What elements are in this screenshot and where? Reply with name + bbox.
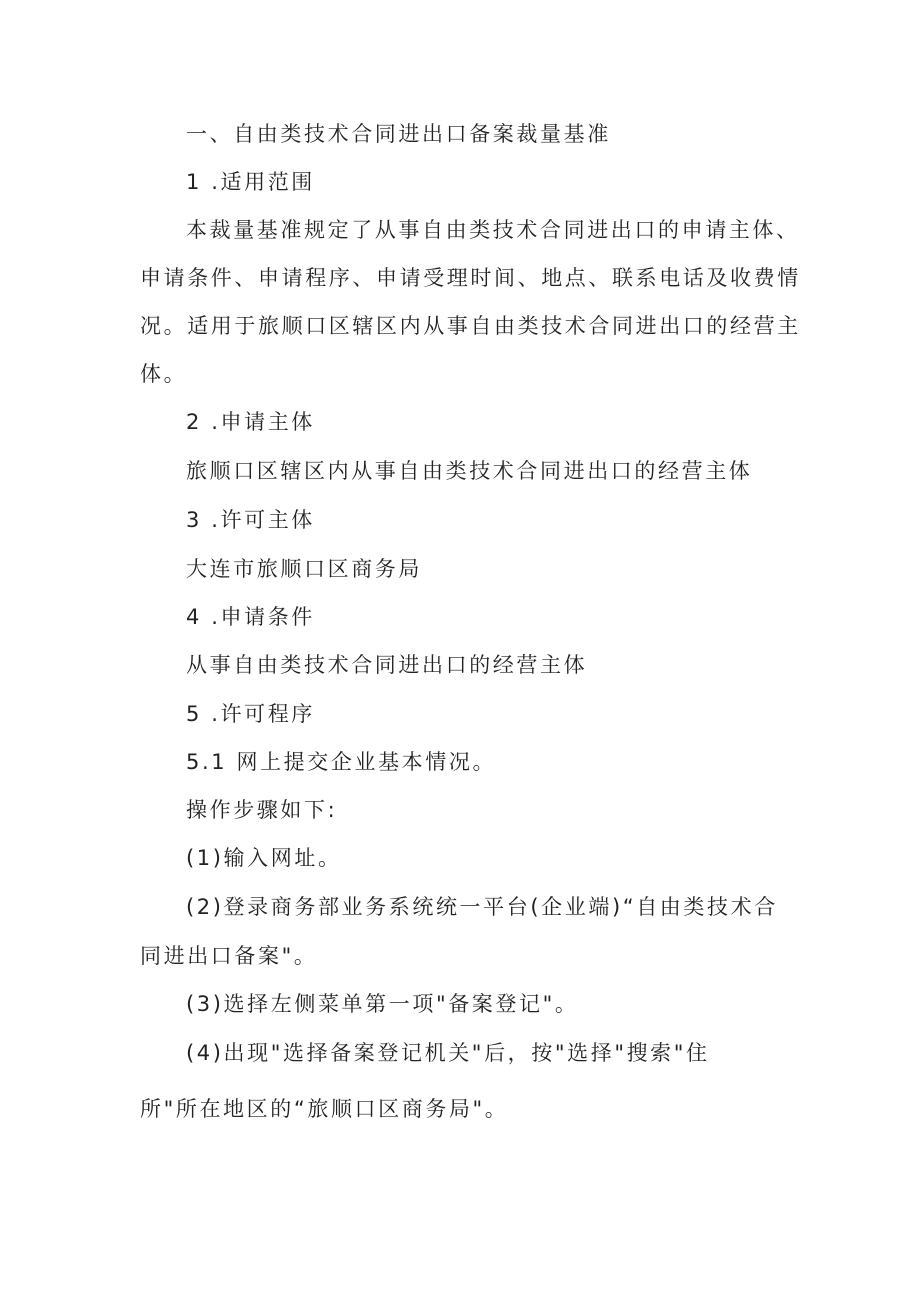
- body-paragraph-line: 从事自由类技术合同进出口的经营主体: [186, 653, 588, 677]
- subsection-heading: 2 .申请主体: [186, 410, 315, 434]
- list-item-continuation: 同进出口备案"。: [140, 944, 318, 968]
- sub-item-heading: 5.1 网上提交企业基本情况。: [186, 750, 497, 774]
- body-paragraph-line: 本裁量基准规定了从事自由类技术合同进出口的申请主体、: [186, 218, 800, 242]
- list-item: (3)选择左侧菜单第一项"备案登记"。: [186, 992, 579, 1016]
- list-item: (2)登录商务部业务系统统一平台(企业端)“自由类技术合: [186, 895, 778, 919]
- body-paragraph-line: 申请条件、申请程序、申请受理时间、地点、联系电话及收费情: [140, 266, 801, 290]
- subsection-heading: 3 .许可主体: [186, 508, 315, 532]
- section-heading: 一、自由类技术合同进出口备案裁量基准: [186, 122, 611, 146]
- list-item-continuation: 所"所在地区的“旅顺口区商务局"。: [140, 1097, 509, 1121]
- subsection-heading: 1 .适用范围: [186, 170, 315, 194]
- body-paragraph-line: 体。: [140, 362, 188, 386]
- body-paragraph-line: 旅顺口区辖区内从事自由类技术合同进出口的经营主体: [186, 459, 753, 483]
- subsection-heading: 5 .许可程序: [186, 702, 315, 726]
- list-item: (4)出现"选择备案登记机关"后，按"选择"搜索"住: [186, 1041, 710, 1065]
- body-paragraph-line: 况。适用于旅顺口区辖区内从事自由类技术合同进出口的经营主: [140, 314, 801, 338]
- list-item: (1)输入网址。: [186, 846, 342, 870]
- body-paragraph-line: 操作步骤如下:: [186, 798, 338, 822]
- subsection-heading: 4 .申请条件: [186, 605, 315, 629]
- body-paragraph-line: 大连市旅顺口区商务局: [186, 557, 422, 581]
